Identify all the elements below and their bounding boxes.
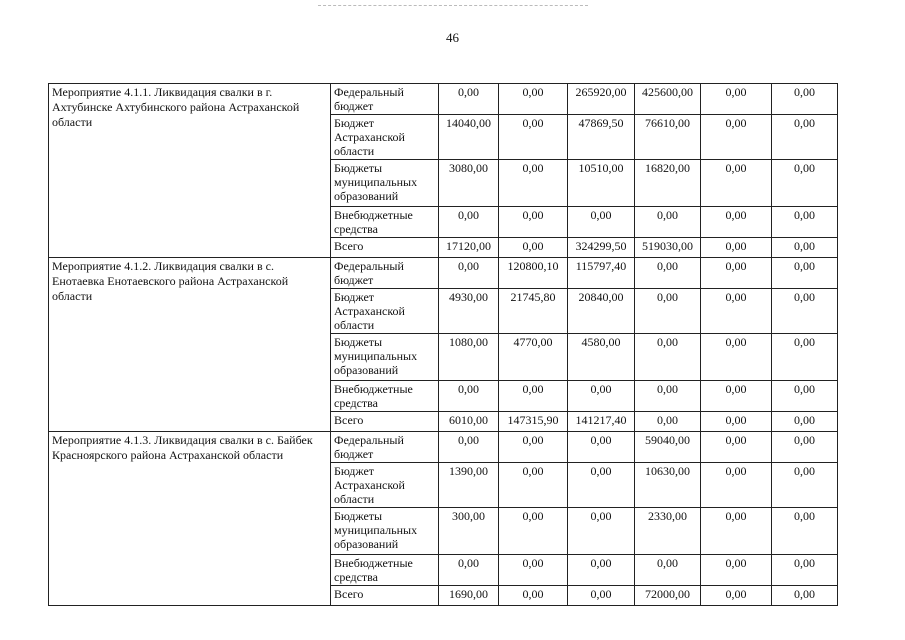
table-row — [49, 258, 838, 289]
amount-cell: 0,00 — [701, 432, 772, 463]
amount-cell: 0,00 — [568, 381, 635, 412]
amount-cell: 120800,10 — [499, 258, 568, 289]
amount-cell: 0,00 — [635, 207, 701, 238]
amount-cell: 0,00 — [499, 238, 568, 258]
amount-cell: 300,00 — [439, 508, 499, 555]
funding-source-cell: Бюджеты муниципальных образований — [331, 508, 439, 555]
funding-source-cell: Федеральный бюджет — [331, 84, 439, 115]
amount-cell: 0,00 — [499, 463, 568, 508]
amount-cell: 0,00 — [499, 555, 568, 586]
amount-cell: 16820,00 — [635, 160, 701, 207]
amount-cell: 72000,00 — [635, 586, 701, 606]
amount-cell: 0,00 — [635, 381, 701, 412]
amount-cell: 0,00 — [568, 207, 635, 238]
amount-cell: 0,00 — [499, 84, 568, 115]
amount-cell: 0,00 — [772, 258, 838, 289]
amount-cell: 4930,00 — [439, 289, 499, 334]
amount-cell: 0,00 — [772, 412, 838, 432]
amount-cell: 0,00 — [635, 258, 701, 289]
funding-source-cell: Федеральный бюджет — [331, 432, 439, 463]
amount-cell: 47869,50 — [568, 115, 635, 160]
amount-cell: 0,00 — [499, 207, 568, 238]
budget-table — [48, 83, 838, 606]
amount-cell: 0,00 — [701, 289, 772, 334]
amount-cell: 0,00 — [701, 238, 772, 258]
amount-cell: 141217,40 — [568, 412, 635, 432]
amount-cell: 3080,00 — [439, 160, 499, 207]
amount-cell: 0,00 — [499, 381, 568, 412]
amount-cell: 76610,00 — [635, 115, 701, 160]
amount-cell: 0,00 — [701, 207, 772, 238]
funding-source-cell: Бюджеты муниципальных образований — [331, 160, 439, 207]
amount-cell: 20840,00 — [568, 289, 635, 334]
amount-cell: 0,00 — [772, 555, 838, 586]
amount-cell: 0,00 — [439, 84, 499, 115]
amount-cell: 1690,00 — [439, 586, 499, 606]
measure-cell: Мероприятие 4.1.2. Ликвидация свалки в с. Енотаевка Енотаевского района Астраханской области — [49, 258, 331, 432]
amount-cell: 0,00 — [772, 238, 838, 258]
amount-cell: 0,00 — [499, 115, 568, 160]
measure-cell: Мероприятие 4.1.3. Ликвидация свалки в с. Байбек Красноярского района Астраханской области — [49, 432, 331, 606]
amount-cell: 14040,00 — [439, 115, 499, 160]
amount-cell: 2330,00 — [635, 508, 701, 555]
amount-cell: 0,00 — [568, 508, 635, 555]
amount-cell: 0,00 — [439, 207, 499, 238]
amount-cell: 0,00 — [772, 432, 838, 463]
amount-cell: 0,00 — [701, 555, 772, 586]
amount-cell: 10630,00 — [635, 463, 701, 508]
amount-cell: 0,00 — [772, 207, 838, 238]
amount-cell: 0,00 — [701, 334, 772, 381]
amount-cell: 0,00 — [772, 84, 838, 115]
funding-source-cell: Федеральный бюджет — [331, 258, 439, 289]
amount-cell: 0,00 — [499, 160, 568, 207]
amount-cell: 0,00 — [635, 555, 701, 586]
amount-cell: 0,00 — [635, 412, 701, 432]
measure-cell: Мероприятие 4.1.1. Ликвидация свалки в г. Ахтубинске Ахтубинского района Астраханской области — [49, 84, 331, 258]
amount-cell: 0,00 — [701, 586, 772, 606]
amount-cell: 59040,00 — [635, 432, 701, 463]
amount-cell: 17120,00 — [439, 238, 499, 258]
funding-source-cell: Всего — [331, 412, 439, 432]
amount-cell: 0,00 — [635, 289, 701, 334]
table-row — [49, 84, 838, 115]
amount-cell: 0,00 — [499, 586, 568, 606]
amount-cell: 1080,00 — [439, 334, 499, 381]
amount-cell: 0,00 — [701, 84, 772, 115]
amount-cell: 0,00 — [772, 508, 838, 555]
amount-cell: 0,00 — [701, 508, 772, 555]
amount-cell: 0,00 — [701, 115, 772, 160]
amount-cell: 1390,00 — [439, 463, 499, 508]
amount-cell: 0,00 — [568, 555, 635, 586]
funding-source-cell: Бюджет Астраханской области — [331, 463, 439, 508]
amount-cell: 0,00 — [568, 586, 635, 606]
amount-cell: 21745,80 — [499, 289, 568, 334]
funding-source-cell: Бюджет Астраханской области — [331, 115, 439, 160]
amount-cell: 147315,90 — [499, 412, 568, 432]
amount-cell: 0,00 — [499, 432, 568, 463]
amount-cell: 324299,50 — [568, 238, 635, 258]
funding-source-cell: Внебюджетные средства — [331, 207, 439, 238]
amount-cell: 0,00 — [772, 334, 838, 381]
amount-cell: 0,00 — [701, 381, 772, 412]
amount-cell: 0,00 — [568, 463, 635, 508]
amount-cell: 0,00 — [499, 508, 568, 555]
amount-cell: 0,00 — [772, 463, 838, 508]
amount-cell: 519030,00 — [635, 238, 701, 258]
amount-cell: 6010,00 — [439, 412, 499, 432]
amount-cell: 0,00 — [568, 432, 635, 463]
amount-cell: 0,00 — [635, 334, 701, 381]
amount-cell: 0,00 — [701, 463, 772, 508]
amount-cell: 4770,00 — [499, 334, 568, 381]
amount-cell: 0,00 — [439, 432, 499, 463]
amount-cell: 265920,00 — [568, 84, 635, 115]
amount-cell: 0,00 — [439, 555, 499, 586]
amount-cell: 0,00 — [772, 381, 838, 412]
page-top-rule — [318, 5, 588, 6]
amount-cell: 115797,40 — [568, 258, 635, 289]
funding-source-cell: Всего — [331, 238, 439, 258]
amount-cell: 0,00 — [439, 258, 499, 289]
amount-cell: 0,00 — [701, 258, 772, 289]
amount-cell: 0,00 — [772, 160, 838, 207]
amount-cell: 10510,00 — [568, 160, 635, 207]
table-row — [49, 432, 838, 463]
amount-cell: 4580,00 — [568, 334, 635, 381]
funding-source-cell: Всего — [331, 586, 439, 606]
amount-cell: 0,00 — [772, 586, 838, 606]
amount-cell: 0,00 — [439, 381, 499, 412]
amount-cell: 0,00 — [772, 289, 838, 334]
funding-source-cell: Внебюджетные средства — [331, 381, 439, 412]
amount-cell: 0,00 — [701, 412, 772, 432]
funding-source-cell: Бюджет Астраханской области — [331, 289, 439, 334]
page-number: 46 — [446, 30, 459, 45]
amount-cell: 0,00 — [772, 115, 838, 160]
amount-cell: 0,00 — [701, 160, 772, 207]
funding-source-cell: Внебюджетные средства — [331, 555, 439, 586]
amount-cell: 425600,00 — [635, 84, 701, 115]
funding-source-cell: Бюджеты муниципальных образований — [331, 334, 439, 381]
